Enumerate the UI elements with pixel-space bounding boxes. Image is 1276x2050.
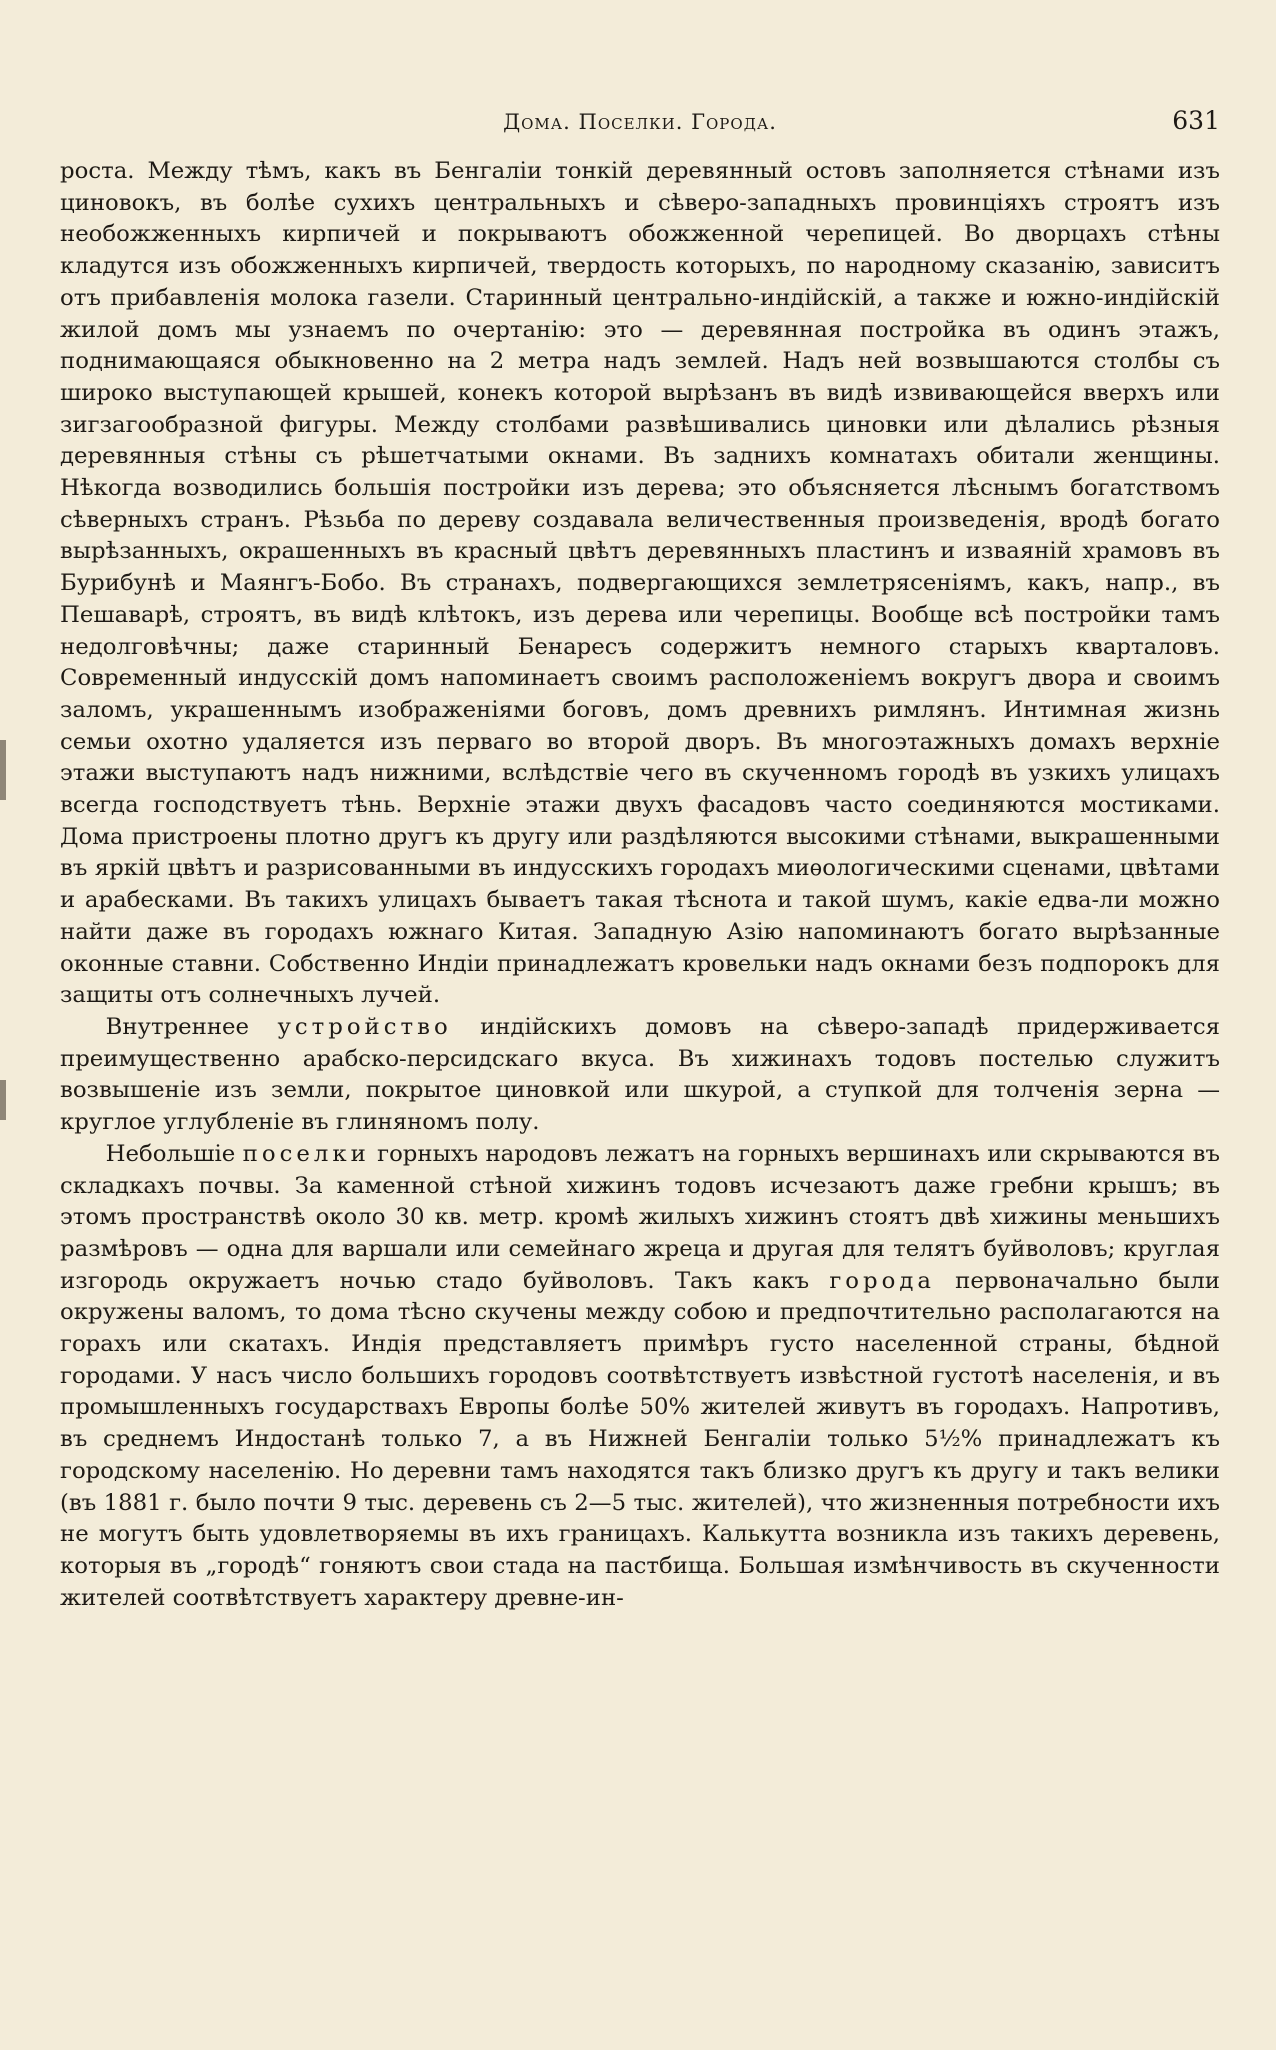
- paragraph-text: первоначально были окружены валомъ, то дома тѣсно скучены между собою и предпочтительно располагаются на горахъ или скатахъ. Индія представляетъ примѣръ густо населенной страны, бѣдной городами. У насъ число большихъ городовъ соотвѣтствуетъ извѣстной густотѣ населенія, и въ промышленныхъ государствахъ Европы болѣе 50% жителей живутъ въ городахъ. Напротивъ, въ среднемъ Индостанѣ только 7, а въ Нижней Бенгаліи только 5½% принадлежатъ къ городскому населенію. Но деревни тамъ находятся такъ близко другъ къ другу и такъ велики (въ 1881 г. было почти 9 тыс. деревень съ 2—5 тыс. жителей), что жизненныя потребности ихъ не могутъ быть удовлетворяемы въ ихъ границахъ. Калькутта возникла изъ такихъ деревень, которыя въ „городѣ“ гоняютъ свои стада на пастбища. Большая измѣнчивость въ скученности жителей соотвѣтствуетъ характеру древне-ин-: [60, 1267, 1220, 1611]
- spaced-term: поселки: [242, 1140, 370, 1167]
- spaced-term: города: [829, 1267, 935, 1294]
- spaced-term: устройство: [277, 1013, 452, 1040]
- running-head: [60, 100, 1220, 156]
- page-number: 631: [1172, 106, 1220, 135]
- paragraph-text: индійскихъ домовъ на сѣверо-западѣ придерживается преимущественно арабско-персидскаго вкуса. Въ хижинахъ тодовъ постелью служитъ возвышеніе изъ земли, покрытое циновкой или шкурой, а ступкой для толченія зерна — круглое углубленіе въ глиняномъ полу.: [60, 1013, 1220, 1136]
- book-page: [60, 100, 1220, 1614]
- body-text: [60, 156, 1220, 1614]
- paragraph-1: [60, 156, 1220, 1012]
- paragraph-2: [60, 1012, 1220, 1139]
- paragraph-text: Небольшіе: [105, 1140, 243, 1167]
- paragraph-text: Внутреннее: [105, 1013, 278, 1040]
- paragraph-text: горныхъ народовъ лежатъ на горныхъ вершинахъ или скрываются въ складкахъ почвы. За каменной стѣной хижинъ тодовъ исчезаютъ даже гребни крышъ; въ этомъ пространствѣ около 30 кв. метр. кромѣ жилыхъ хижинъ стоятъ двѣ хижины меньшихъ размѣровъ — одна для варшали или семейнаго жреца и другая для телятъ буйволовъ; круглая изгородь окружаетъ ночью стадо буйволовъ. Такъ какъ: [60, 1140, 1221, 1294]
- paragraph-3: [60, 1139, 1220, 1615]
- running-title: Дома. Поселки. Города.: [503, 110, 777, 134]
- paragraph-text: роста. Между тѣмъ, какъ въ Бенгаліи тонкій деревянный остовъ заполняется стѣнами изъ циновокъ, въ болѣе сухихъ центральныхъ и сѣверо-западныхъ провинціяхъ строятъ изъ необожженныхъ кирпичей и покрываютъ обожженной черепицей. Во дворцахъ стѣны кладутся изъ обожженныхъ кирпичей, твердость которыхъ, по народному сказанію, зависитъ отъ прибавленія молока газели. Старинный центрально-индійскій, а также и южно-индійскій жилой домъ мы узнаемъ по очертанію: это — деревянная постройка въ одинъ этажъ, поднимающаяся обыкновенно на 2 метра надъ землей. Надъ ней возвышаются столбы съ широко выступающей крышей, конекъ которой вырѣзанъ въ видѣ извивающейся вверхъ или зигзагообразной фигуры. Между столбами развѣшивались циновки или дѣлались рѣзныя деревянныя стѣны съ рѣшетчатыми окнами. Въ заднихъ комнатахъ обитали женщины. Нѣкогда возводились большія постройки изъ дерева; это объясняется лѣснымъ богатствомъ сѣверныхъ странъ. Рѣзьба по дереву создавала величественныя произведенія, вродѣ богато вырѣзанныхъ, окрашенныхъ въ красный цвѣтъ деревянныхъ пластинъ и изваяній храмовъ въ Бурибунѣ и Маянгъ-Бобо. Въ странахъ, подвергающихся землетрясеніямъ, какъ, напр., въ Пешаварѣ, строятъ, въ видѣ клѣтокъ, изъ дерева или черепицы. Вообще всѣ постройки тамъ недолговѣчны; даже старинный Бенаресъ содержитъ немного старыхъ кварталовъ. Современный индусскій домъ напоминаетъ своимъ расположеніемъ вокругъ двора и своимъ заломъ, украшеннымъ изображеніями боговъ, домъ древнихъ римлянъ. Интимная жизнь семьи охотно удаляется изъ перваго во второй дворъ. Въ многоэтажныхъ домахъ верхніе этажи выступаютъ надъ нижними, вслѣдствіе чего въ скученномъ городѣ въ узкихъ улицахъ всегда господствуетъ тѣнь. Верхніе этажи двухъ фасадовъ часто соединяются мостиками. Дома пристроены плотно другъ къ другу или раздѣляются высокими стѣнами, выкрашенными въ яркій цвѣтъ и разрисованными въ индусскихъ городахъ миѳологическими сценами, цвѣтами и арабесками. Въ такихъ улицахъ бываетъ такая тѣснота и такой шумъ, какіе едва-ли можно найти даже въ городахъ южнаго Китая. Западную Азію напоминаютъ богато вырѣзанные оконные ставни. Собственно Индіи принадлежатъ кровельки надъ окнами безъ подпорокъ для защиты отъ солнечныхъ лучей.: [60, 158, 1220, 1009]
- page-edge-shadow: [0, 1080, 6, 1120]
- page-edge-shadow: [0, 740, 6, 800]
